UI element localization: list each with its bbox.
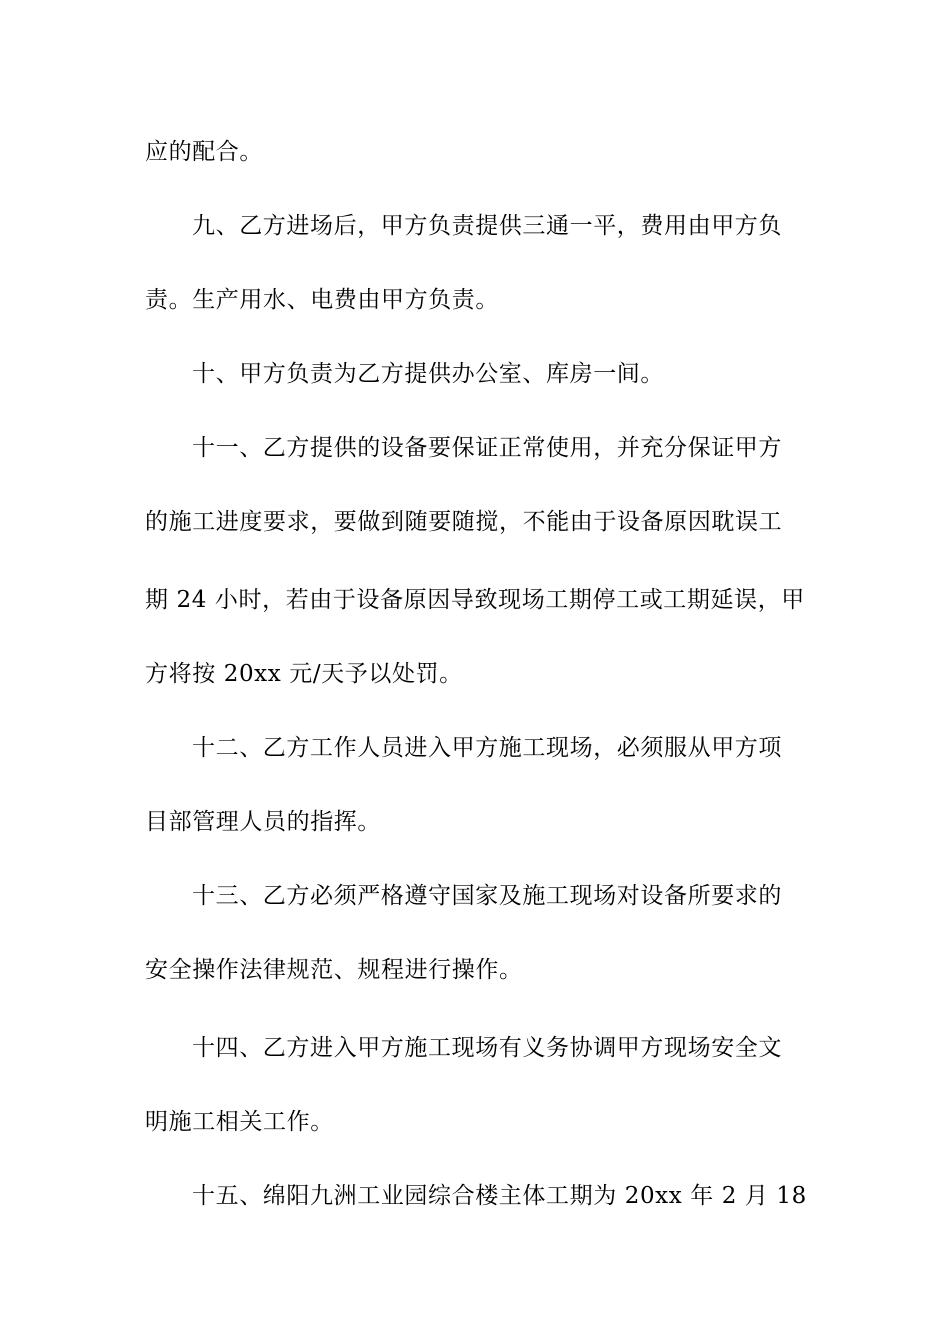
- text-line: 的施工进度要求，要做到随要随搅，不能由于设备原因耽误工: [145, 509, 783, 535]
- paragraph-line: 十、甲方负责为乙方提供办公室、库房一间。: [192, 361, 664, 387]
- paragraph-line: 十四、乙方进入甲方施工现场有义务协调甲方现场安全文: [192, 1035, 782, 1061]
- text-line: 目部管理人员的指挥。: [145, 809, 381, 835]
- text-line: 责。生产用水、电费由甲方负责。: [145, 287, 499, 313]
- paragraph-line: 十一、乙方提供的设备要保证正常使用，并充分保证甲方: [192, 435, 782, 461]
- paragraph-line: 十五、绵阳九洲工业园综合楼主体工期为 20xx 年 2 月 18: [192, 1183, 807, 1209]
- paragraph-line: 九、乙方进场后，甲方负责提供三通一平，费用由甲方负: [192, 213, 782, 239]
- paragraph-line: 十二、乙方工作人员进入甲方施工现场，必须服从甲方项: [192, 735, 782, 761]
- paragraph-line: 十三、乙方必须严格遵守国家及施工现场对设备所要求的: [192, 883, 782, 909]
- text-line: 安全操作法律规范、规程进行操作。: [145, 957, 523, 983]
- text-line: 明施工相关工作。: [145, 1109, 334, 1135]
- text-line: 方将按 20xx 元/天予以处罚。: [145, 661, 463, 687]
- text-line: 应的配合。: [145, 139, 263, 165]
- text-line: 期 24 小时，若由于设备原因导致现场工期停工或工期延误，甲: [145, 587, 805, 613]
